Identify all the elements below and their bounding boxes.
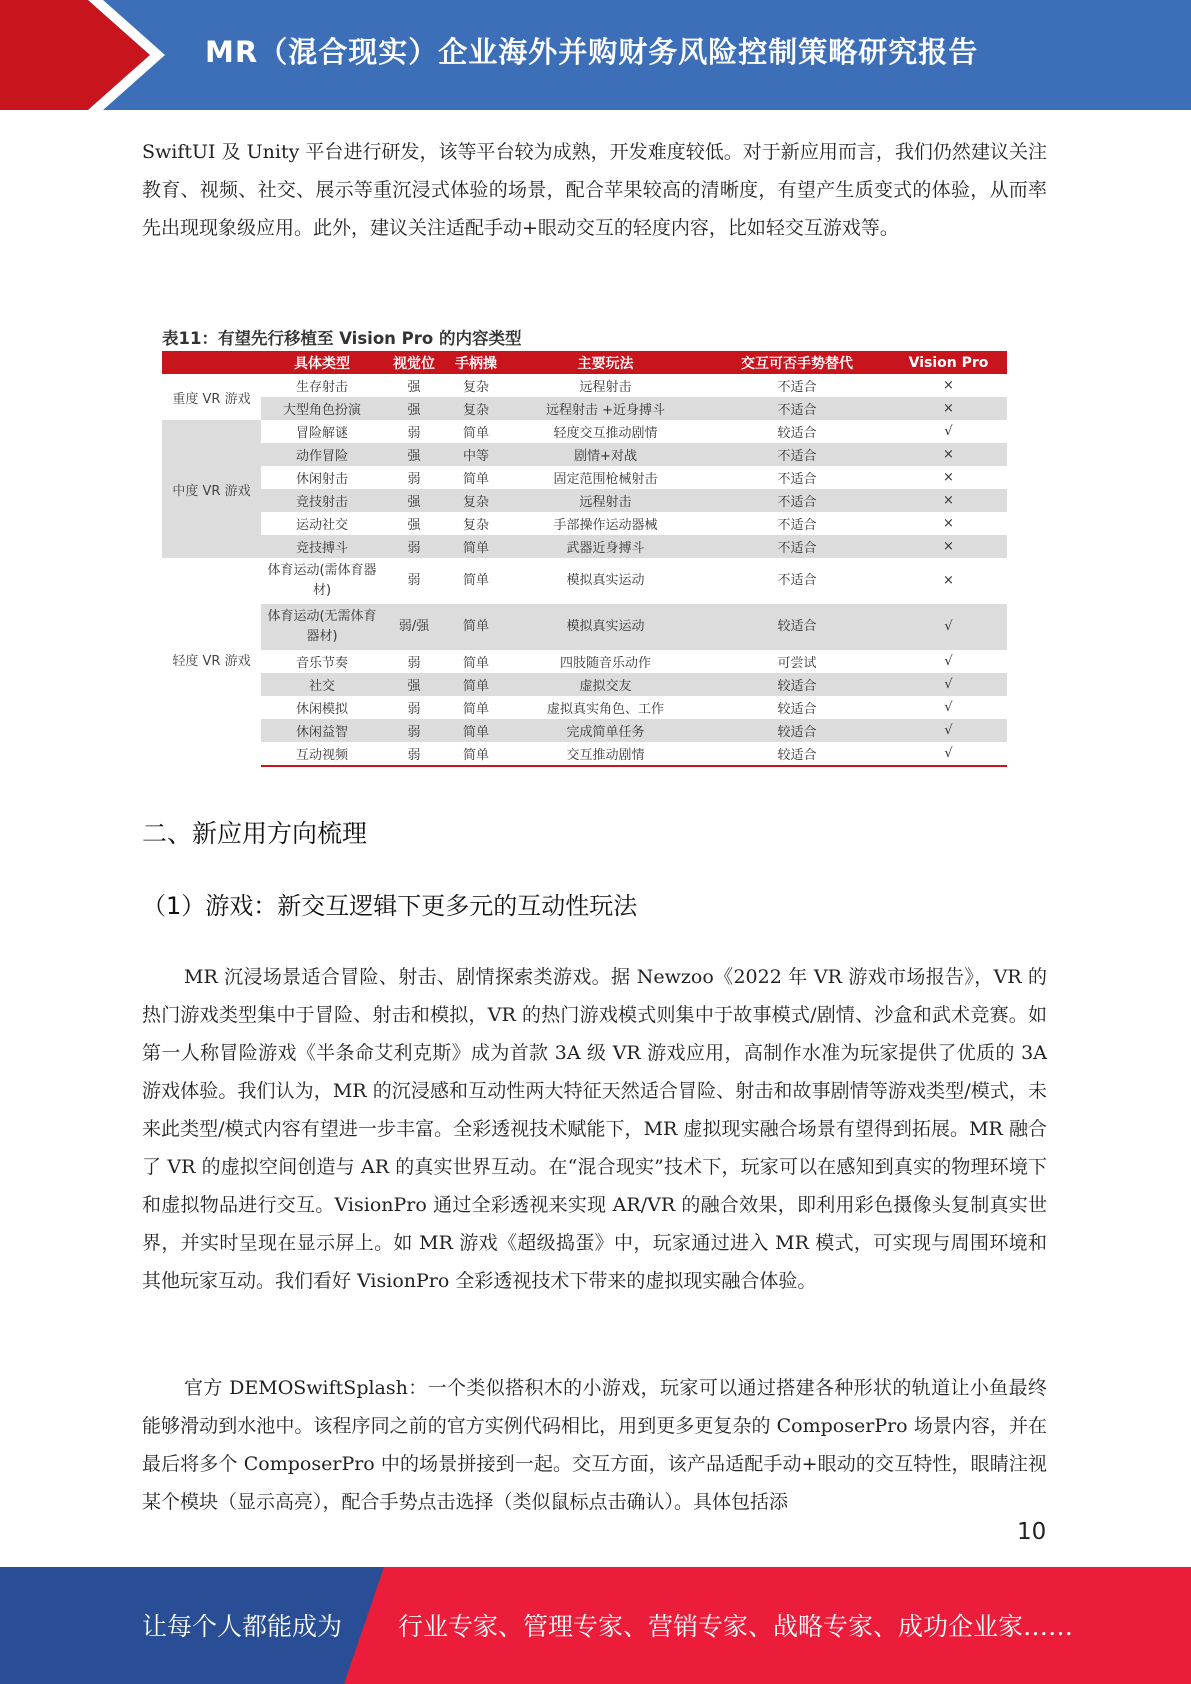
table-cell: 交互推动剧情 [507, 742, 704, 766]
table-cell: 强 [407, 380, 421, 395]
table-cell: √ [890, 742, 1007, 766]
table-cell: 简单 [462, 702, 489, 717]
section-heading: 二、新应用方向梳理 [142, 819, 368, 848]
intro-paragraph: SwiftUI 及 Unity 平台进行研发，该等平台较为成熟，开发难度较低。对于新应用而言，我们仍然建议关注教育、视频、社交、展示等重沉浸式体验的场景，配合苹果较高的清晰度，有望产生质变式的体验，从而率先出现现象级应用。此外，建议关注适配手动+眼动交互的轻度内容，比如轻交互游戏等。 [142, 141, 1047, 239]
page-footer [0, 1567, 1191, 1684]
table-row [162, 397, 1007, 420]
table-cell: 弱/强 [383, 604, 445, 650]
table-cell: × [943, 378, 954, 393]
table-cell: 强 [383, 443, 445, 466]
table-cell: 较适合 [777, 426, 817, 441]
table-cell: 强 [383, 673, 445, 696]
page-header [0, 0, 1191, 110]
table-row [162, 650, 1007, 673]
table-cell: 动作冒险 [261, 443, 383, 466]
table-cell: 社交 [261, 673, 383, 696]
category-cell: 轻度 VR 游戏 [162, 558, 261, 766]
table-cell: 不适合 [777, 472, 817, 487]
table-cell: × [890, 443, 1007, 466]
table-cell: 不适合 [704, 489, 890, 512]
table-cell: √ [944, 700, 953, 715]
table-cell: 不适合 [777, 380, 817, 395]
table-cell: 简单 [445, 719, 507, 742]
table-cell: √ [944, 424, 953, 439]
table-cell: 较适合 [704, 604, 890, 650]
table-row [162, 420, 1007, 443]
table-row [162, 535, 1007, 558]
table-row [162, 374, 1007, 397]
table-cell: √ [890, 719, 1007, 742]
category-cell: 中度 VR 游戏 [162, 420, 261, 558]
table-header-cell: 交互可否手势替代 [704, 351, 890, 374]
table-cell: 不适合 [777, 518, 817, 533]
table-cell: 弱 [407, 656, 421, 671]
header-title: MR（混合现实）企业海外并购财务风险控制策略研究报告 [205, 35, 979, 69]
table-row [162, 719, 1007, 742]
table-cell: 竞技搏斗 [261, 535, 383, 558]
table-cell: 不适合 [777, 573, 817, 588]
table-cell: 生存射击 [295, 380, 348, 395]
table-row [162, 512, 1007, 535]
table-row [162, 604, 1007, 650]
table-cell: 休闲模拟 [295, 702, 348, 717]
table-cell: √ [944, 654, 953, 669]
page-number: 10 [1017, 1519, 1047, 1545]
table-cell: 较适合 [777, 702, 817, 717]
table-cell: × [890, 535, 1007, 558]
table-cell: 休闲射击 [295, 472, 348, 487]
table-cell: 可尝试 [777, 656, 817, 671]
table-cell: 轻度交互推动剧情 [553, 426, 658, 441]
table-cell: 复杂 [462, 518, 489, 533]
table-cell: 较适合 [704, 719, 890, 742]
table-cell: 剧情+对战 [507, 443, 704, 466]
table-cell: 体育运动(无需体育器材) [261, 604, 383, 650]
table-header-cell: 具体类型 [261, 351, 383, 374]
footer-slogan-left: 让每个人都能成为 [142, 1612, 343, 1641]
table-row [162, 558, 1007, 604]
table-cell: 固定范围枪械射击 [553, 472, 658, 487]
table-cell: 音乐节奏 [295, 656, 348, 671]
table-cell: 不适合 [704, 535, 890, 558]
table-cell: 复杂 [445, 397, 507, 420]
table-cell: 武器近身搏斗 [507, 535, 704, 558]
table-cell: 虚拟真实角色、工作 [546, 702, 664, 717]
table-cell: 强 [383, 489, 445, 512]
table-header-cell [162, 351, 261, 374]
subsection-heading: （1）游戏：新交互逻辑下更多元的互动性玩法 [142, 892, 638, 920]
table-cell: 远程射击 +近身搏斗 [507, 397, 704, 420]
table-cell: 冒险解谜 [295, 426, 348, 441]
table-cell: 竞技射击 [261, 489, 383, 512]
table-cell: 中等 [445, 443, 507, 466]
table-cell: 简单 [445, 604, 507, 650]
table-cell: 简单 [462, 426, 489, 441]
category-cell: 重度 VR 游戏 [162, 374, 261, 420]
table-cell: 体育运动(需体育器材) [267, 563, 377, 598]
table-row [162, 466, 1007, 489]
table-cell: 模拟真实运动 [566, 573, 645, 588]
body-paragraph: MR 沉浸场景适合冒险、射击、剧情探索类游戏。据 Newzoo《2022 年 VR 游戏市场报告》，VR 的热门游戏类型集中于冒险、射击和模拟，VR 的热门游戏模式则集中于故事模式/剧情、沙盒和武术竞赛。如第一人称冒险游戏《半条命艾利克斯》成为首款 3A 级 VR 游戏应用，高制作水准为玩家提供了优质的 3A 游戏体验。我们认为，MR 的沉浸感和互动性两大特征天然适合冒险、射击和故事剧情等游戏类型/模式，未来此类型/模式内容有望进一步丰富。全彩透视技术赋能下，MR 虚拟现实融合场景有望得到拓展。MR 融合了 VR 的虚拟空间创造与 AR 的真实世界互动。在“混合现实”技术下，玩家可以在感知到真实的物理环境下和虚拟物品进行交互。VisionPro 通过全彩透视来实现 AR/VR 的融合效果，即利用彩色摄像头复制真实世界，并实时呈现在显示屏上。如 MR 游戏《超级捣蛋》中，玩家通过进入 MR 模式，可实现与周围环境和其他玩家互动。我们看好 VisionPro 全彩透视技术下带来的虚拟现实融合体验。 [142, 966, 1047, 1292]
table-cell: 弱 [407, 573, 421, 588]
table-cell: × [943, 470, 954, 485]
table-cell: 弱 [383, 719, 445, 742]
table-cell: √ [890, 604, 1007, 650]
table-cell: 弱 [383, 742, 445, 766]
table-cell: 简单 [445, 673, 507, 696]
table-header-cell: 视觉位 [383, 351, 445, 374]
table-cell: × [943, 573, 954, 588]
table-cell: × [890, 397, 1007, 420]
table-cell: 互动视频 [261, 742, 383, 766]
table-cell: 远程射击 [507, 489, 704, 512]
table-cell: 四肢随音乐动作 [559, 656, 651, 671]
table-cell: 简单 [462, 472, 489, 487]
table-row [162, 673, 1007, 696]
table-cell: 完成简单任务 [507, 719, 704, 742]
table-cell: 复杂 [445, 489, 507, 512]
table-cell: 休闲益智 [261, 719, 383, 742]
table-cell: 远程射击 [579, 380, 632, 395]
table-header-row [162, 351, 1007, 374]
table-cell: × [943, 516, 954, 531]
table-cell: 简单 [445, 535, 507, 558]
table-title: 表11：有望先行移植至 Vision Pro 的内容类型 [162, 329, 522, 348]
table-row [162, 742, 1007, 766]
table-cell: 较适合 [704, 742, 890, 766]
table-cell: 较适合 [704, 673, 890, 696]
table-cell: 不适合 [704, 443, 890, 466]
content-type-table [162, 351, 1007, 767]
footer-slogan-right: 行业专家、管理专家、营销专家、战略专家、成功企业家…… [398, 1612, 1074, 1641]
table-cell: 复杂 [462, 380, 489, 395]
table-header-cell: 主要玩法 [507, 351, 704, 374]
table-cell: 大型角色扮演 [261, 397, 383, 420]
table-cell: √ [890, 673, 1007, 696]
table-cell: 强 [407, 518, 421, 533]
table-cell: 强 [383, 397, 445, 420]
body-paragraph: 官方 DEMOSwiftSplash：一个类似搭积木的小游戏，玩家可以通过搭建各种形状的轨道让小鱼最终能够滑动到水池中。该程序同之前的官方实例代码相比，用到更多更复杂的 ComposerPro 场景内容，并在最后将多个 ComposerPro 中的场景拼接到一起。交互方面，该产品适配手动+眼动的交互特性，眼睛注视某个模块（显示高亮），配合手势点击选择（类似鼠标点击确认）。具体包括添 [142, 1377, 1047, 1513]
table-cell: 模拟真实运动 [507, 604, 704, 650]
table-cell: 弱 [407, 426, 421, 441]
table-cell: 虚拟交友 [507, 673, 704, 696]
table-cell: 简单 [445, 742, 507, 766]
table-cell: × [890, 489, 1007, 512]
table-row [162, 696, 1007, 719]
table-row [162, 489, 1007, 512]
table-row [162, 443, 1007, 466]
table-cell: 手部操作运动器械 [553, 518, 658, 533]
table-cell: 简单 [462, 573, 489, 588]
table-cell: 弱 [383, 535, 445, 558]
table-header-cell: 手柄操 [445, 351, 507, 374]
table-cell: 简单 [462, 656, 489, 671]
table-cell: 运动社交 [295, 518, 348, 533]
table-cell: 弱 [407, 472, 421, 487]
table-header-cell: Vision Pro [890, 351, 1007, 374]
table-cell: 弱 [407, 702, 421, 717]
table-cell: 不适合 [704, 397, 890, 420]
